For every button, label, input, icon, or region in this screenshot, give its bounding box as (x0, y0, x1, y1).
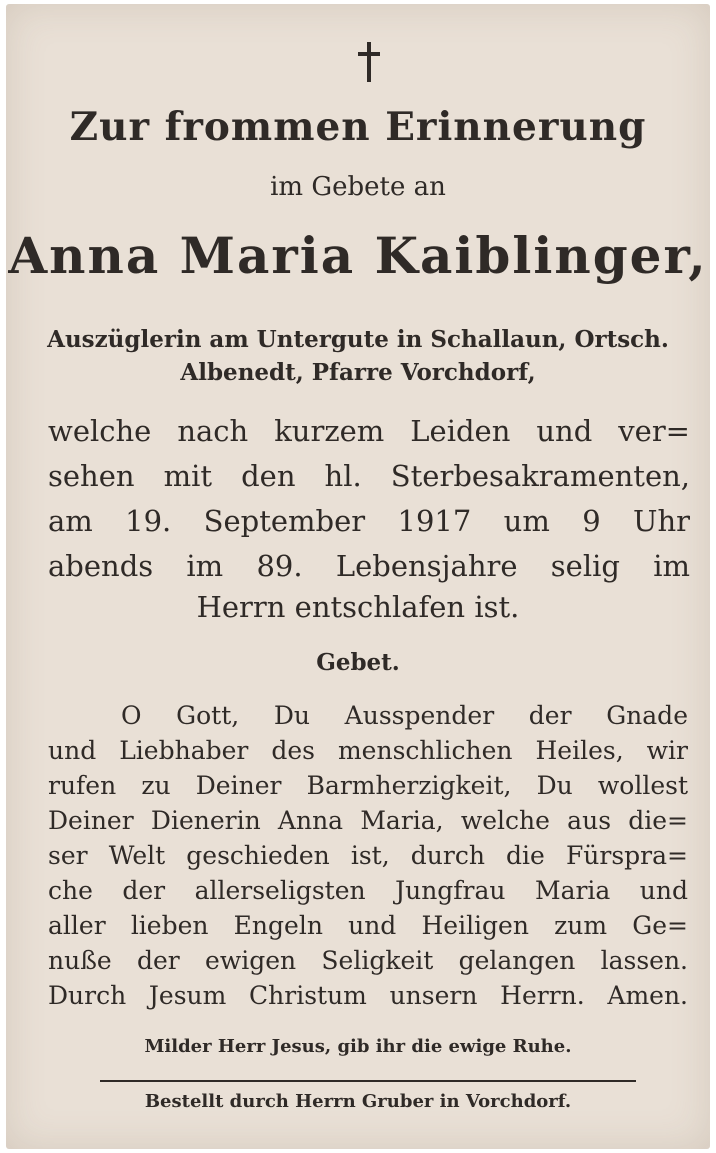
card-intro: im Gebete an (270, 172, 446, 202)
prayer-line: O Gott, Du Ausspender der Gnade (121, 701, 688, 730)
prayer-line: nuße der ewigen Seligkeit gelangen lassen. (48, 946, 688, 975)
footer-line: Bestellt durch Herrn Gruber in Vorchdorf. (144, 1091, 572, 1112)
prayer-line: ser Welt geschieden ist, durch die Fürspra= (48, 841, 688, 870)
death-notice-line-1: welche nach kurzem Leiden und ver= (48, 414, 690, 448)
prayer-line: Deiner Dienerin Anna Maria, welche aus die= (48, 806, 688, 835)
divider (100, 1080, 636, 1082)
prayer-heading: Gebet. (316, 649, 400, 676)
prayer-line: che der allerseligsten Jungfrau Maria und (48, 876, 688, 905)
closing-line: Milder Herr Jesus, gib ihr die ewige Ruhe. (144, 1036, 572, 1057)
memorial-card (6, 4, 710, 1149)
prayer-line: rufen zu Deiner Barmherzigkeit, Du wollest (48, 771, 688, 800)
death-notice-line-3: am 19. September 1917 um 9 Uhr (48, 504, 690, 538)
cross-icon (358, 42, 380, 82)
death-notice-line-5: Herrn entschlafen ist. (196, 590, 520, 624)
deceased-name: Anna Maria Kaiblinger, (8, 226, 708, 285)
occupation-line-2: Albenedt, Pfarre Vorchdorf, (180, 359, 536, 386)
prayer-line: Durch Jesum Christum unsern Herrn. Amen. (48, 981, 688, 1010)
card-title: Zur frommen Erinnerung (69, 104, 647, 150)
prayer-line: aller lieben Engeln und Heiligen zum Ge= (48, 911, 688, 940)
death-notice-line-2: sehen mit den hl. Sterbesakramenten, (48, 459, 690, 493)
death-notice-line-4: abends im 89. Lebensjahre selig im (48, 549, 690, 583)
occupation-line-1: Auszüglerin am Untergute in Schallaun, Ortsch. (47, 326, 669, 353)
prayer-line: und Liebhaber des menschlichen Heiles, wir (48, 736, 688, 765)
